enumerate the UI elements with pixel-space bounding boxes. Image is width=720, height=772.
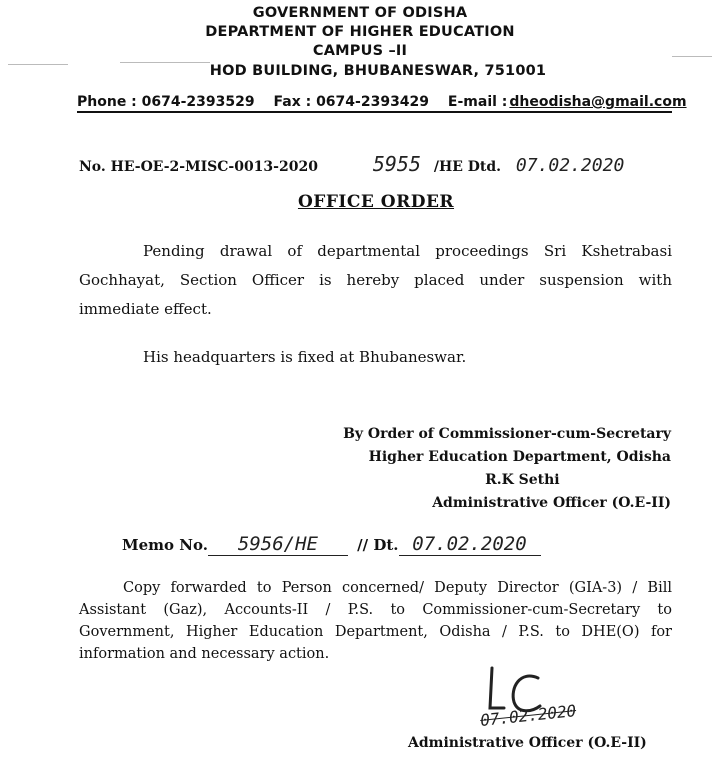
memo-label: Memo No. [122,536,208,554]
reference-date-handwritten: 07.02.2020 [515,155,625,176]
memo-number-handwritten: 5956/HE [208,533,348,556]
email-link[interactable]: dheodisha@gmail.com [509,94,687,110]
document-title: OFFICE ORDER [297,192,455,212]
bottom-signatory-designation: Administrative Officer (O.E-II) [408,735,647,751]
letterhead-address: HOD BUILDING, BHUBANESWAR, 751001 [209,63,547,79]
department-name: Higher Education Department, Odisha [368,449,671,465]
memo-line [122,533,541,556]
reference-prefix: No. HE-OE-2-MISC-0013-2020 [79,159,318,175]
letterhead-campus: CAMPUS –II [312,43,408,59]
reference-line [79,152,624,176]
contact-line [77,94,687,113]
reference-suffix: /HE Dtd. [433,159,502,175]
signature-block [343,423,671,515]
order-paragraph: Pending drawal of departmental proceedings Sri Kshetrabasi Gochhayat, Section Officer is hereby placed under suspension with immediate effect. [79,242,672,318]
memo-date-label: // Dt. [357,536,399,554]
phone-number: Phone : 0674-2393529 [77,94,255,110]
headquarters-paragraph: His headquarters is fixed at Bhubaneswar. [143,348,467,366]
letterhead-department: DEPARTMENT OF HIGHER EDUCATION [205,24,515,40]
signatory-designation: Administrative Officer (O.E-II) [432,495,671,511]
copy-forwarded-paragraph: Copy forwarded to Person concerned/ Deputy Director (GIA-3) / Bill Assistant (Gaz), Accounts-II / P.S. to Commissioner-cum-Secretary to Government, Higher Education Department, Odisha / P.S. to DHE(O) for information and necessary action. [79,580,672,662]
signatory-name: R.K Sethi [485,472,560,488]
email-label: E-mail : [447,94,508,110]
order-authority: By Order of Commissioner-cum-Secretary [343,426,671,442]
memo-date-handwritten: 07.02.2020 [399,533,541,556]
fax-number: Fax : 0674-2393429 [273,94,430,110]
reference-number-handwritten: 5955 [372,152,421,176]
signature-date-handwritten: 07.02.2020 [479,701,578,730]
letterhead-government: GOVERNMENT OF ODISHA [252,5,468,21]
